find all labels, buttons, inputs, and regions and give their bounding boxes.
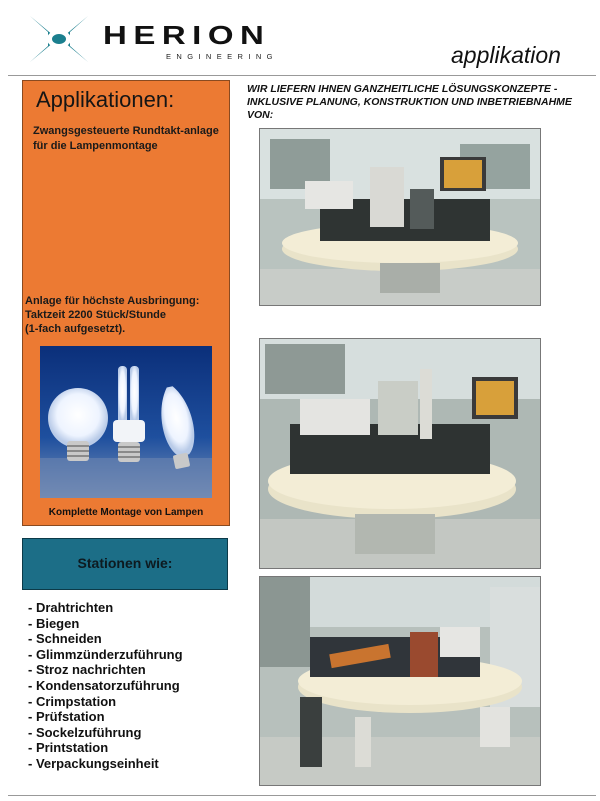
capacity-line: Anlage für höchste Ausbringung: — [25, 295, 200, 307]
herion-logo-icon — [28, 14, 90, 64]
machine-photo — [259, 576, 541, 786]
footer-divider — [8, 795, 596, 796]
lamp-caption: Komplette Montage von Lampen — [48, 507, 204, 518]
brand-name: HERION — [103, 20, 271, 50]
machine-photo — [259, 338, 541, 569]
applications-description: Zwangsgesteuerte Rundtakt-anlage für die Lampenmontage — [33, 125, 219, 152]
section-label: applikation — [451, 42, 561, 68]
station-item: - Biegen — [28, 615, 80, 631]
station-item: - Schneiden — [28, 631, 102, 647]
machine-photo — [259, 128, 541, 306]
station-item: - Crimpstation — [28, 693, 117, 709]
station-item: - Kondensatorzuführung — [28, 677, 180, 693]
applications-title: Applikationen: — [36, 87, 175, 112]
station-item: - Glimmzünderzuführung — [28, 646, 183, 662]
capacity-text — [25, 294, 230, 336]
capacity-line: Taktzeit 2200 Stück/Stunde — [25, 309, 167, 321]
station-item: - Stroz nachrichten — [28, 662, 146, 678]
station-item: - Verpackungseinheit — [28, 755, 159, 771]
stations-title: Stationen wie: — [77, 555, 173, 571]
lamp-photo — [40, 346, 212, 498]
station-item: - Sockelzuführung — [28, 724, 142, 740]
intro-text: WIR LIEFERN IHNEN GANZHEITLICHE LÖSUNGSKONZEPTE - INKLUSIVE PLANUNG, KONSTRUKTION UND INBETRIEBNAHME VON: — [247, 83, 572, 121]
station-item: - Drahtrichten — [28, 600, 114, 615]
station-list — [28, 600, 183, 772]
brand-subtitle: ENGINEERING — [166, 52, 278, 61]
header-divider — [8, 75, 596, 76]
station-item: - Printstation — [28, 740, 109, 756]
capacity-line: (1-fach aufgesetzt). — [25, 323, 126, 335]
station-item: - Prüfstation — [28, 709, 105, 725]
